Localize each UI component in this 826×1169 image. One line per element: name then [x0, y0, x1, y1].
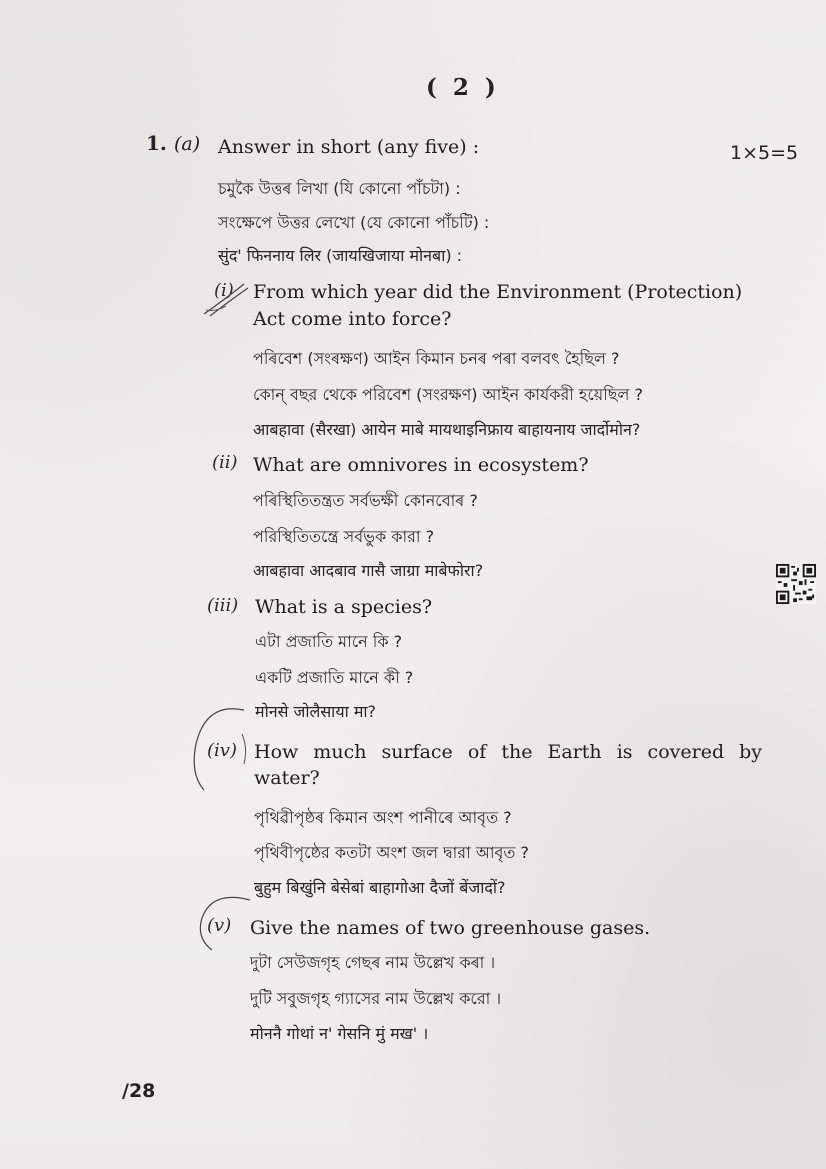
marks-allocation: 1×5=5 — [730, 142, 799, 164]
subquestion-text-english-cont: water? — [254, 767, 320, 789]
question-part: (a) — [174, 133, 201, 155]
subquestion-label: (v) — [207, 915, 232, 936]
subquestion-text-english: What are omnivores in ecosystem? — [253, 454, 589, 476]
subquestion-text-assamese: পৃথিৱীপৃষ্ঠৰ কিমান অংশ পানীৰে আবৃত ? — [254, 808, 512, 827]
instruction-assamese: চমুকৈ উত্তৰ লিখা (যি কোনো পাঁচটা) : — [218, 179, 461, 198]
page-number: ( 2 ) — [426, 74, 500, 101]
subquestion-text-bengali: কোন্ বছর থেকে পরিবেশ (সংরক্ষণ) আইন কার্যকরী হয়েছিল ? — [253, 385, 643, 404]
subquestion-text-bengali: দুটি সবুজগৃহ গ্যাসের নাম উল্লেখ করো । — [250, 989, 502, 1008]
instruction-english: Answer in short (any five) : — [218, 136, 480, 158]
subquestion-text-bengali: একটি প্রজাতি মানে কী ? — [255, 668, 414, 687]
subquestion-label: (ii) — [212, 452, 238, 473]
subquestion-text-assamese: পৰিস্থিতিতন্ত্ৰত সৰ্বভক্ষী কোনবোৰ ? — [253, 491, 478, 510]
instruction-bodo: सुंद' फिननाय लिर (जायखिजाया मोनबा) : — [218, 246, 463, 265]
subquestion-label: (iii) — [207, 595, 239, 616]
subquestion-text-bodo: बुहुम बिखुंनि बेसेबां बाहागोआ दैजों बेंजादों? — [254, 878, 506, 897]
subquestion-text-english-cont: Act come into force? — [253, 308, 452, 330]
subquestion-text-bodo: आबहावा आदबाव गासै जाग्रा माबेफोरा? — [253, 561, 484, 580]
subquestion-label: (i) — [214, 280, 234, 301]
subquestion-text-english: What is a species? — [255, 596, 433, 618]
question-number: 1. — [146, 131, 167, 155]
subquestion-text-bodo: मोनसे जोलैसाया मा? — [255, 702, 377, 721]
subquestion-text-bengali: পরিস্থিতিতন্ত্রে সর্বভুক কারা ? — [253, 527, 435, 546]
subquestion-text-bodo: मोननै गोथां न' गेसनि मुं मख' । — [250, 1024, 429, 1043]
subquestion-text-bodo: आबहावा (सैरखा) आयेन माबे मायथाइनिफ्राय बाहायनाय जार्दोमोन? — [253, 420, 641, 439]
subquestion-text-english: Give the names of two greenhouse gases. — [250, 917, 651, 939]
subquestion-label: (iv) — [207, 740, 237, 761]
subquestion-text-bengali: পৃথিবীপৃষ্ঠের কতটা অংশ জল দ্বারা আবৃত ? — [254, 843, 529, 862]
qr-code — [776, 564, 816, 604]
subquestion-text-english: From which year did the Environment (Protection) — [253, 281, 743, 303]
subquestion-text-assamese: পৰিবেশ (সংৰক্ষণ) আইন কিমান চনৰ পৰা বলবৎ হৈছিল ? — [253, 349, 620, 368]
subquestion-text-assamese: এটা প্ৰজাতি মানে কি ? — [255, 632, 403, 651]
subquestion-text-assamese: দুটা সেউজগৃহ গেছৰ নাম উল্লেখ কৰা । — [250, 953, 496, 972]
subquestion-text-english: How much surface of the Earth is covered by — [254, 741, 763, 763]
footer-code: /28 — [122, 1080, 156, 1102]
instruction-bengali: সংক্ষেপে উত্তর লেখো (যে কোনো পাঁচটি) : — [218, 213, 490, 232]
